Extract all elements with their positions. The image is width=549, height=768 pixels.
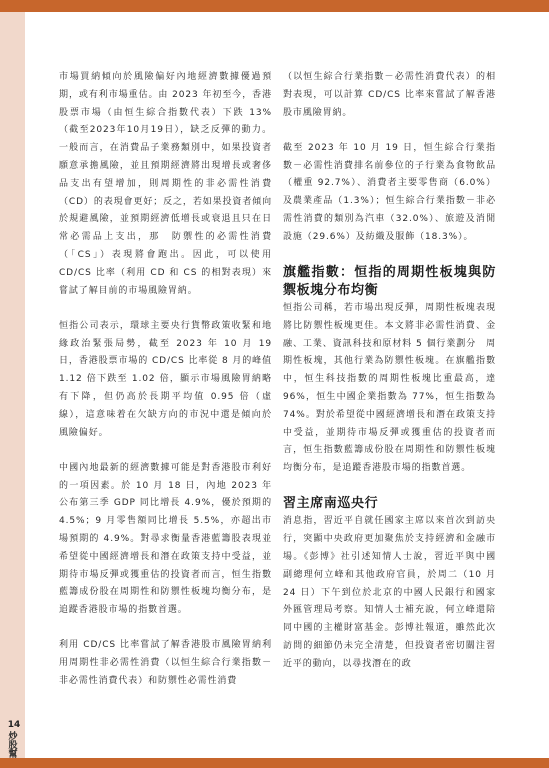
paragraph: 中國內地最新的經濟數據可能是對香港股市利好的一項因素。於 10 月 18 日，內地 2023 年公布第三季 GDP 同比增長 4.9%，優於預期的 4.5%；9 月零售額同比增長 5.5%，亦超出市場預期的 4.9%。對尋求衡量香港藍籌股表現並希望從中國經濟增長和潛在政策支持中受益，並期待市場反彈或獲重估的投資者而言，恒生指數藍籌成份股在周期性和防禦性板塊均衡分布，是追蹤香港股市場的指數首選。: [59, 462, 272, 616]
paragraph: 截至 2023 年 10 月 19 日，恒生綜合行業指數－必需性消費排名前參位的子行業為食物飲品（權重 92.7%）、消費者主要零售商（6.0%）及農業產品（1.3%）；恒生綜合行業指數－非必需性消費的類別為汽車（32.0%）、旅遊及消閒設施（29.6%）及紡織及服飾（18.3%）。: [283, 142, 496, 242]
paragraph: （以恒生綜合行業指數－必需性消費代表）的相對表現，可以計算 CD/CS 比率來嘗試了解香港股市風險胃納。: [283, 72, 496, 118]
section-heading: 旗艦指數：恒指的周期性板塊與防禦板塊分布均衡: [283, 264, 496, 298]
right-column: [283, 69, 496, 691]
bottom-accent-bar: [0, 758, 549, 768]
left-column: [59, 69, 272, 708]
top-accent-bar: [0, 0, 549, 12]
paragraph: 市場買納傾向於風險偏好內地經濟數據優過預期，或有利市場重估。由 2023 年初至今，香港股票市場（由恒生綜合指數代表）下跌 13%（截至2023年10月19日），缺乏反彈的動力。一般而言，在消費品子業務類別中，如果投資者願意承擔風險，並且預期經濟將出現增長或奢侈品支出有望增加，則周期性的非必需性消費（CD）的表現會更好；反之，若如果投資者傾向於規避風險，並預期經濟低增長或衰退且只在日常必需品上支出，那 防禦性的必需性消費（「CS」）表現將會跑出。因此，可以使用 CD/CS 比率（利用 CD 和 CS 的相對表現）來嘗試了解目前的市場風險胃納。: [59, 72, 273, 296]
page-number: 14: [7, 720, 21, 730]
section-heading: 習主席南巡央行: [283, 496, 379, 512]
paragraph: 恒指公司表示，環球主要央行貨幣政策收緊和地緣政治緊張局勢，截至 2023 年 10 月 19 日，香港股票市場的 CD/CS 比率從 8 月的峰值 1.12 倍下跌至 1.02 倍，顯示市場風險胃納略有下降，但仍高於長期平均值 0.95 倍（虛線），這意味着在欠缺方向的市況中還是傾向於風險偏好。: [59, 320, 272, 438]
side-accent-strip: [0, 12, 25, 758]
paragraph: 恒指公司稱，若市場出現反彈，周期性板塊表現將比防禦性板塊更佳。本文將非必需性消費、金融、工業、資訊科技和原材料 5 個行業劃分 周期性板塊，其他行業為防禦性板塊。在旗艦指數中，恒生科技指數的周期性板塊比重最高，達 96%，恒生中國企業指數為 77%，恒生指數為 74%。對於希望從中國經濟增長和潛在政策支持中受益，並期待市場反彈或獲重估的投資者而言，恒生指數藍籌成份股在周期性和防禦性板塊均衡分布，是追蹤香港股市場的指數首選。: [283, 302, 496, 474]
paragraph: 利用 CD/CS 比率嘗試了解香港股市風險胃納利用周期性非必需性消費（以恒生綜合行業指數－非必需性消費代表）和防禦性必需性消費: [59, 640, 272, 686]
paragraph: 消息指，習近平自就任國家主席以來首次到訪央行，突顯中央政府更加聚焦於支持經濟和金融市場。《彭博》社引述知情人士說，習近平與中國副總理何立峰和其他政府官員，於周二（10 月 24 日）下午到位於北京的中國人民銀行和國家外匯管理局考察。知情人士補充說，何立峰還陪同中國的主權財富基金。彭博社報道，雖然此次訪問的細節仍未完全清楚，但投資者密切關注習近平的動向，以尋找潛在的政: [283, 516, 496, 669]
magazine-logo: 炒股幫: [8, 732, 18, 760]
